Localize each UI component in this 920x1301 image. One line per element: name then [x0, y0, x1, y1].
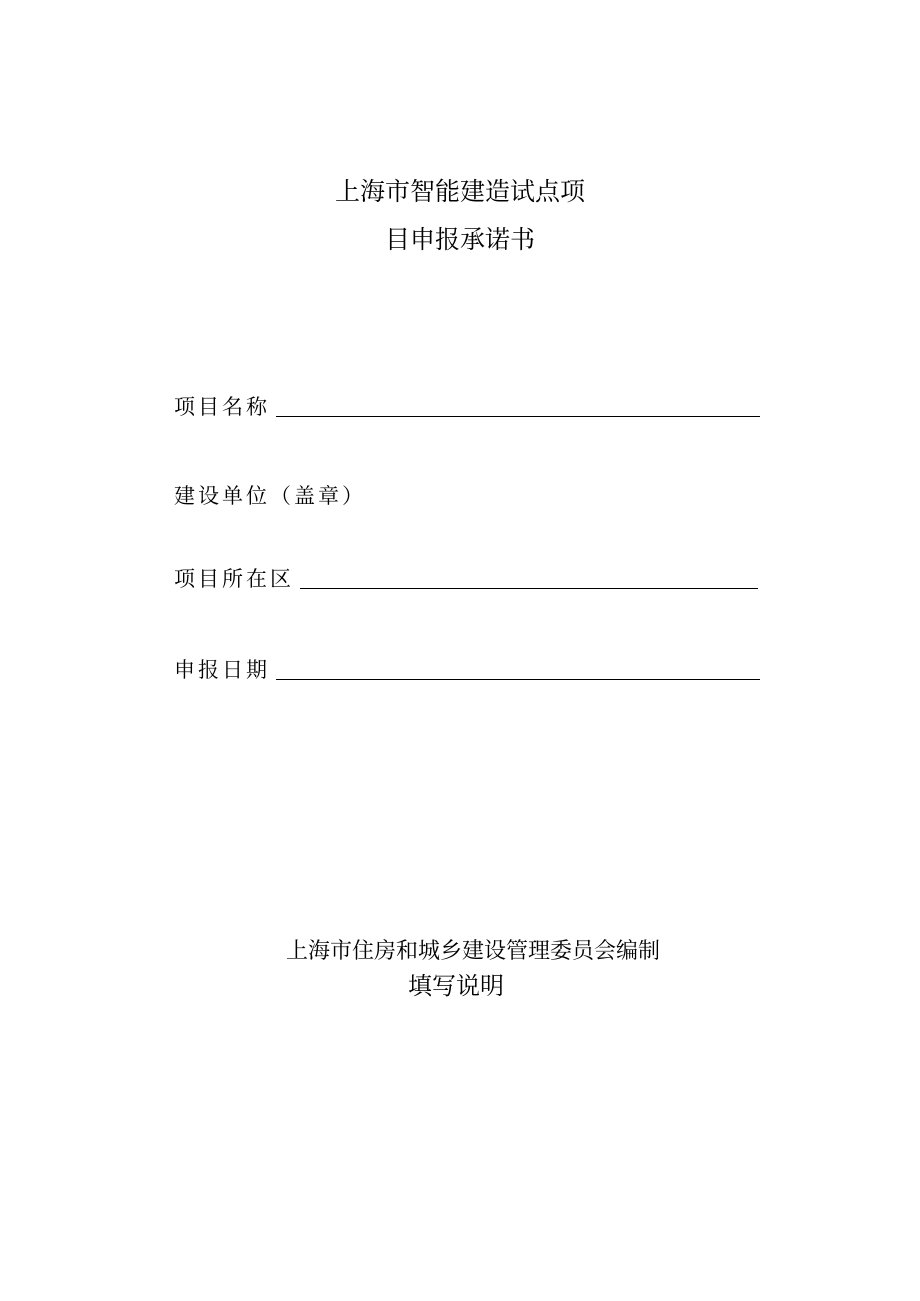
instructions-heading: 填写说明	[408, 972, 504, 1000]
project-name-label: 项目名称	[174, 395, 270, 419]
compiler-text: 上海市住房和城乡建设管理委员会编制	[286, 939, 661, 964]
district-blank-line[interactable]	[300, 568, 758, 589]
project-name-field	[174, 393, 760, 421]
date-label: 申报日期	[174, 658, 270, 682]
document-title-line-1: 上海市智能建造试点项	[334, 177, 585, 206]
project-name-blank-line[interactable]	[276, 396, 760, 417]
district-label: 项目所在区	[174, 567, 294, 591]
document-title-line-2: 目申报承诺书	[384, 225, 535, 254]
builder-field	[174, 482, 366, 510]
date-field	[174, 656, 760, 684]
builder-label: 建设单位（盖章）	[174, 484, 366, 508]
district-field	[174, 565, 758, 593]
date-blank-line[interactable]	[276, 659, 760, 680]
